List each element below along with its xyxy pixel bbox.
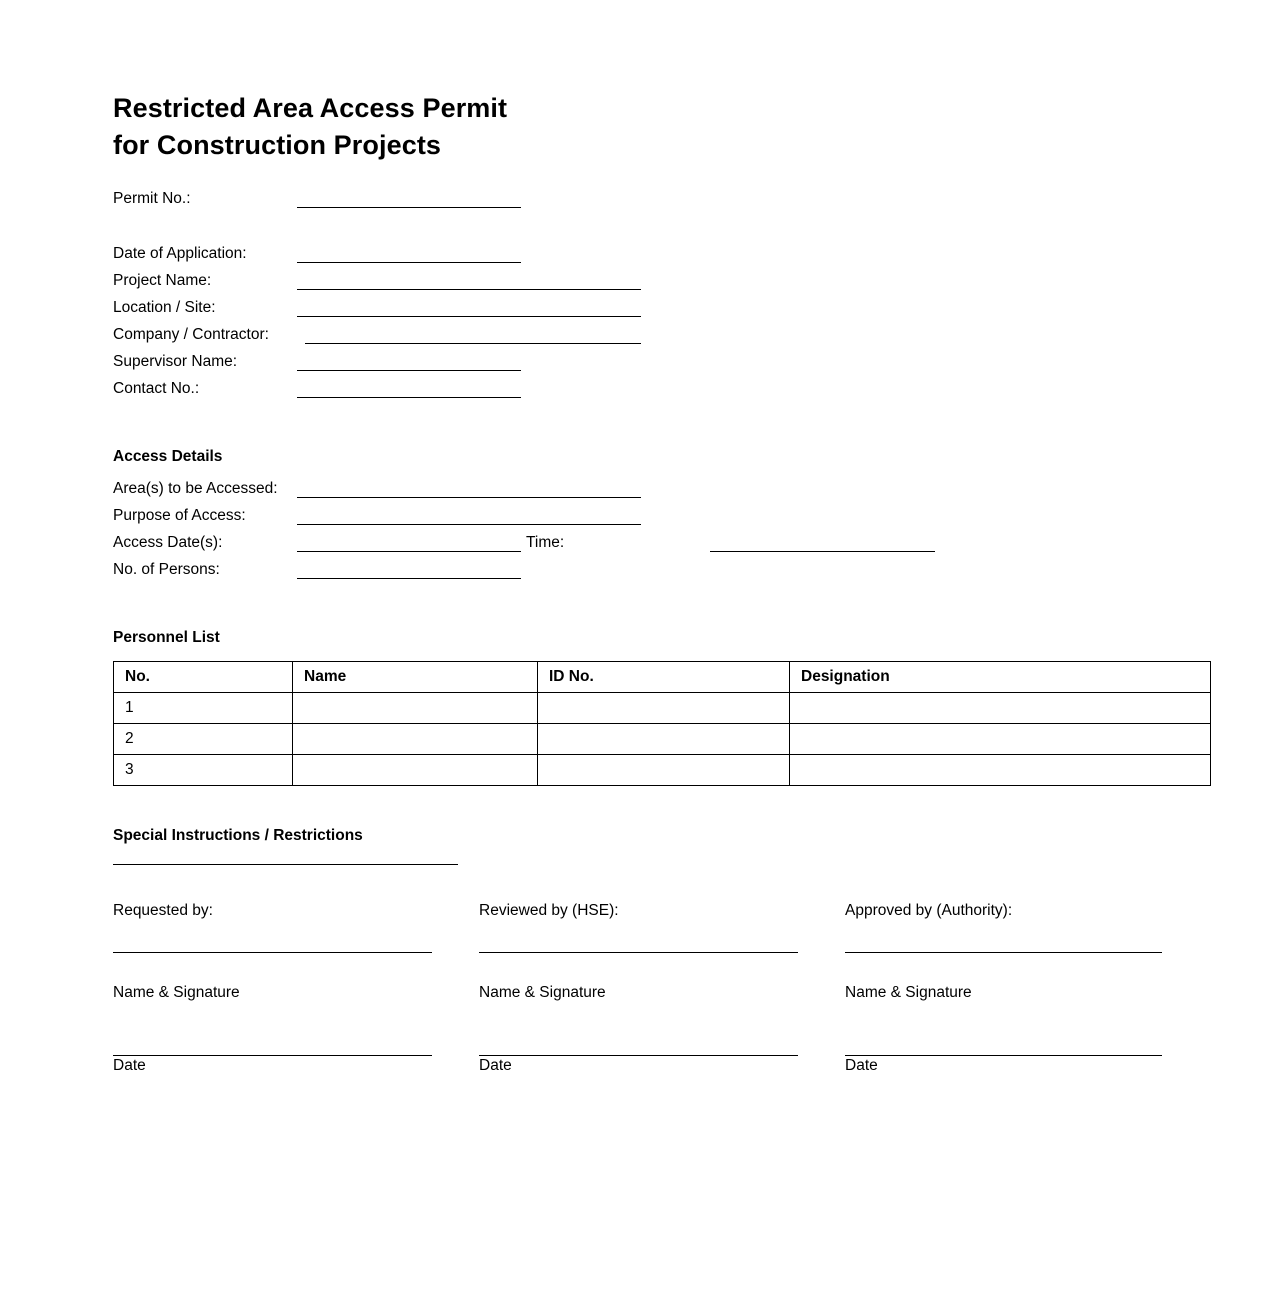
cell-name[interactable] (293, 693, 538, 724)
field-contact-no-label: Contact No.: (113, 380, 200, 397)
date-line-approved-by-authority[interactable] (845, 1055, 1162, 1056)
field-areas-to-be-accessed-label: Area(s) to be Accessed: (113, 480, 278, 497)
page-title (113, 90, 873, 164)
cell-designation[interactable] (790, 693, 1211, 724)
field-permit-no (113, 188, 813, 210)
date-caption-reviewed-by-hse: Date (479, 1057, 512, 1074)
field-company-contractor-input-line[interactable] (305, 343, 641, 344)
field-location-site (113, 297, 813, 319)
signature-title-approved-by-authority: Approved by (Authority): (845, 902, 1013, 919)
field-date-of-application (113, 243, 813, 265)
field-access-dates-input-line[interactable] (297, 551, 521, 552)
field-project-name-input-line[interactable] (297, 289, 641, 290)
cell-designation[interactable] (790, 724, 1211, 755)
signature-line-requested-by[interactable] (113, 952, 432, 953)
page-title-line-2: for Construction Projects (113, 130, 442, 160)
field-areas-to-be-accessed-input-line[interactable] (297, 497, 641, 498)
field-time-label: Time: (526, 534, 565, 551)
field-areas-to-be-accessed (113, 478, 813, 500)
field-supervisor-name-input-line[interactable] (297, 370, 521, 371)
column-header-id-no: ID No. (538, 662, 790, 693)
field-company-contractor-label: Company / Contractor: (113, 326, 269, 343)
field-no-of-persons-input-line[interactable] (297, 578, 521, 579)
personnel-list-table (113, 661, 1211, 786)
section-heading-access-details: Access Details (113, 448, 223, 465)
field-project-name (113, 270, 813, 292)
date-line-reviewed-by-hse[interactable] (479, 1055, 798, 1056)
field-permit-no-input-line[interactable] (297, 207, 521, 208)
date-line-requested-by[interactable] (113, 1055, 432, 1056)
special-instructions-input-line[interactable] (113, 864, 458, 865)
signature-caption-requested-by: Name & Signature (113, 984, 240, 1001)
date-caption-requested-by: Date (113, 1057, 146, 1074)
signature-line-reviewed-by-hse[interactable] (479, 952, 798, 953)
date-caption-approved-by-authority: Date (845, 1057, 878, 1074)
column-header-designation: Designation (790, 662, 1211, 693)
cell-no: 1 (114, 693, 293, 724)
field-access-dates-label: Access Date(s): (113, 534, 223, 551)
column-header-name: Name (293, 662, 538, 693)
field-supervisor-name (113, 351, 813, 373)
table-row (114, 693, 1211, 724)
cell-name[interactable] (293, 755, 538, 786)
field-supervisor-name-label: Supervisor Name: (113, 353, 238, 370)
field-location-site-label: Location / Site: (113, 299, 216, 316)
field-purpose-of-access-input-line[interactable] (297, 524, 641, 525)
signature-caption-approved-by-authority: Name & Signature (845, 984, 972, 1001)
cell-no: 3 (114, 755, 293, 786)
field-date-of-application-input-line[interactable] (297, 262, 521, 263)
field-company-contractor (113, 324, 813, 346)
field-location-site-input-line[interactable] (297, 316, 641, 317)
field-purpose-of-access-label: Purpose of Access: (113, 507, 246, 524)
field-time-input-line[interactable] (710, 551, 935, 552)
cell-designation[interactable] (790, 755, 1211, 786)
field-contact-no (113, 378, 813, 400)
signature-title-reviewed-by-hse: Reviewed by (HSE): (479, 902, 619, 919)
column-header-no: No. (114, 662, 293, 693)
table-row (114, 724, 1211, 755)
field-purpose-of-access (113, 505, 813, 527)
field-no-of-persons-label: No. of Persons: (113, 561, 220, 578)
table-header-row (114, 662, 1211, 693)
cell-id-no[interactable] (538, 693, 790, 724)
section-heading-special-instructions: Special Instructions / Restrictions (113, 827, 363, 844)
cell-no: 2 (114, 724, 293, 755)
cell-name[interactable] (293, 724, 538, 755)
signature-line-approved-by-authority[interactable] (845, 952, 1162, 953)
field-contact-no-input-line[interactable] (297, 397, 521, 398)
cell-id-no[interactable] (538, 724, 790, 755)
field-project-name-label: Project Name: (113, 272, 212, 289)
section-heading-personnel-list: Personnel List (113, 629, 220, 646)
field-permit-no-label: Permit No.: (113, 190, 191, 207)
page-title-line-1: Restricted Area Access Permit (113, 93, 508, 123)
field-no-of-persons (113, 559, 813, 581)
table-row (114, 755, 1211, 786)
signature-caption-reviewed-by-hse: Name & Signature (479, 984, 606, 1001)
field-date-of-application-label: Date of Application: (113, 245, 247, 262)
cell-id-no[interactable] (538, 755, 790, 786)
signature-title-requested-by: Requested by: (113, 902, 213, 919)
field-access-dates (113, 532, 1013, 554)
